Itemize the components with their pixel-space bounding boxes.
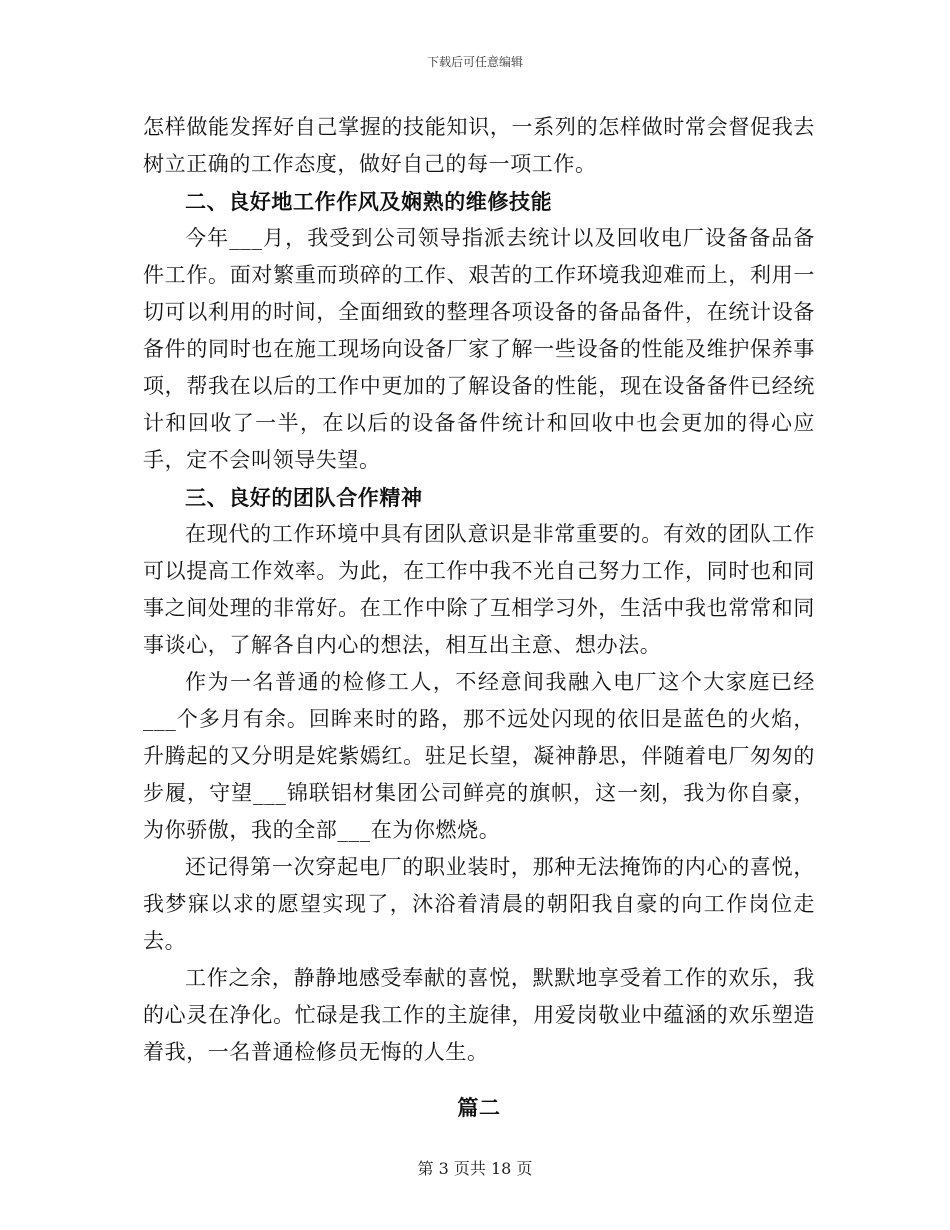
- section-heading-2: 二、良好地工作作风及娴熟的维修技能: [185, 189, 553, 214]
- section-title-pian-er: 篇二: [457, 1095, 501, 1120]
- paragraph-3: 在现代的工作环境中具有团队意识是非常重要的。有效的团队工作可以提高工作效率。为此，在工作中我不光自己努力工作，同时也和同事之间处理的非常好。在工作中除了互相学习外，生活中我也常常和同事谈心，了解各自内心的想法，相互出主意、想办法。: [143, 522, 815, 657]
- paragraph-5: 还记得第一次穿起电厂的职业装时，那种无法掩饰的内心的喜悦，我梦寐以求的愿望实现了，沐浴着清晨的朝阳我自豪的向工作岗位走去。: [143, 855, 815, 953]
- page-footer: 第 3 页共 18 页: [417, 1159, 533, 1178]
- section-heading-3: 三、良好的团队合作精神: [185, 485, 423, 510]
- header-note: 下载后可任意编辑: [426, 55, 523, 69]
- paragraph-2: 今年___月，我受到公司领导指派去统计以及回收电厂设备备品备件工作。面对繁重而琐碎的工作、艰苦的工作环境我迎难而上，利用一切可以利用的时间，全面细致的整理各项设备的备品备件，在统计设备备件的同时也在施工现场向设备厂家了解一些设备的性能及维护保养事项，帮我在以后的工作中更加的了解设备的性能，现在设备备件已经统计和回收了一半，在以后的设备备件统计和回收中也会更加的得心应手，定不会叫领导失望。: [143, 226, 815, 472]
- document-body: [143, 109, 815, 1126]
- paragraph-6: 工作之余，静静地感受奉献的喜悦，默默地享受着工作的欢乐，我的心灵在净化。忙碌是我工作的主旋律，用爱岗敬业中蕴涵的欢乐塑造着我，一名普通检修员无悔的人生。: [143, 966, 815, 1064]
- paragraph-4: 作为一名普通的检修工人，不经意间我融入电厂这个大家庭已经___个多月有余。回眸来时的路，那不远处闪现的依旧是蓝色的火焰，升腾起的又分明是姹紫嫣红。驻足长望，凝神静思，伴随着电厂匆匆的步履，守望___锦联铝材集团公司鲜亮的旗帜，这一刻，我为你自豪，为你骄傲，我的全部___在为你燃烧。: [143, 670, 815, 842]
- paragraph-1: 怎样做能发挥好自己掌握的技能知识，一系列的怎样做时常会督促我去树立正确的工作态度，做好自己的每一项工作。: [143, 115, 815, 176]
